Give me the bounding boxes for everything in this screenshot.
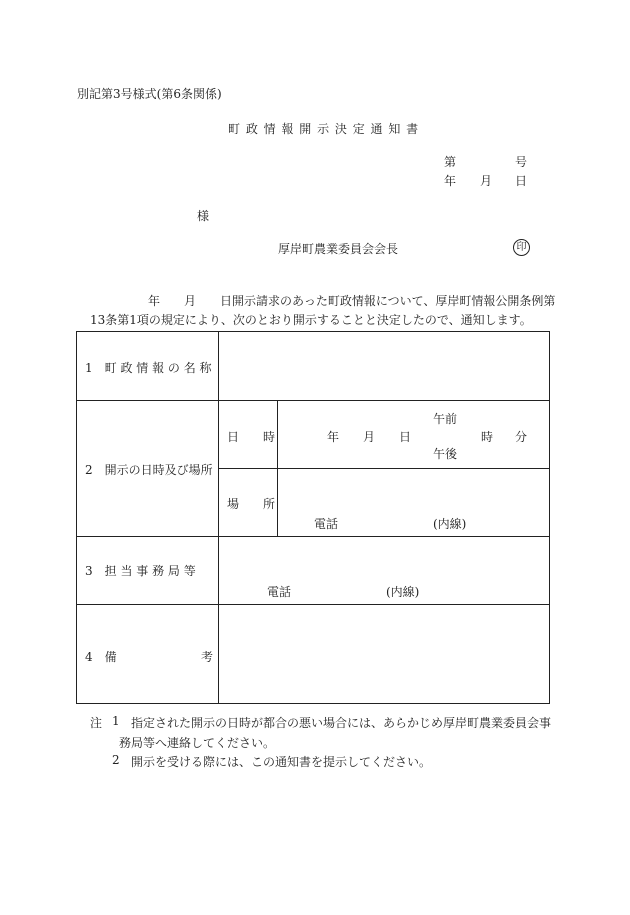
place-label: 場 所: [227, 497, 276, 511]
row4-label-end: 考: [201, 650, 214, 664]
am-label: 午前: [433, 412, 458, 426]
disclosure-table: [76, 331, 550, 704]
minute-label: 分: [515, 430, 528, 444]
row-line-2: [77, 536, 550, 537]
number-label: 第: [444, 155, 457, 169]
datetime-label: 日 時: [227, 430, 276, 444]
note-1-line-1: 指定された開示の日時が都合の悪い場合には、あらかじめ厚岸町農業委員会事: [131, 716, 552, 730]
row3-label: 3 担 当 事 務 局 等: [85, 564, 196, 578]
row2-inner-line: [218, 468, 550, 469]
hour-label: 時: [481, 430, 494, 444]
date-day: 日: [515, 174, 528, 188]
body-line-1: 年 月 日開示請求のあった町政情報について、厚岸町情報公開条例第: [148, 294, 556, 308]
table-divider: [218, 332, 219, 704]
datetime-date: 年 月 日: [327, 430, 412, 444]
seal-mark: 印: [513, 239, 530, 256]
row-line-1: [77, 400, 550, 401]
row2-label: 2 開示の日時及び場所: [85, 463, 213, 477]
number-suffix: 号: [515, 155, 528, 169]
row2-inner-divider: [277, 400, 278, 536]
pm-label: 午後: [433, 447, 458, 461]
date-month: 月: [480, 174, 493, 188]
addressee-suffix: 様: [197, 209, 210, 223]
row-line-3: [77, 604, 550, 605]
notes-prefix: 注: [90, 716, 103, 730]
note-1-number: 1: [112, 714, 120, 728]
place-extension: (内線): [433, 517, 467, 531]
row4-label: 4 備: [85, 650, 117, 664]
row1-label: 1 町 政 情 報 の 名 称: [85, 361, 212, 375]
date-year: 年: [444, 174, 457, 188]
sender-name: 厚岸町農業委員会会長: [278, 242, 399, 256]
form-reference: 別記第3号様式(第6条関係): [77, 87, 222, 101]
body-line-2: 13条第1項の規定により、次のとおり開示することと決定したので、通知します。: [90, 313, 532, 327]
place-phone: 電話: [314, 517, 339, 531]
office-phone: 電話: [267, 585, 292, 599]
note-1-line-2: 務局等へ連絡してください。: [119, 736, 276, 750]
note-2-text: 開示を受ける際には、この通知書を提示してください。: [131, 755, 432, 769]
document-title: 町 政 情 報 開 示 決 定 通 知 書: [228, 122, 420, 136]
note-2-number: 2: [112, 753, 120, 767]
office-extension: (内線): [386, 585, 420, 599]
